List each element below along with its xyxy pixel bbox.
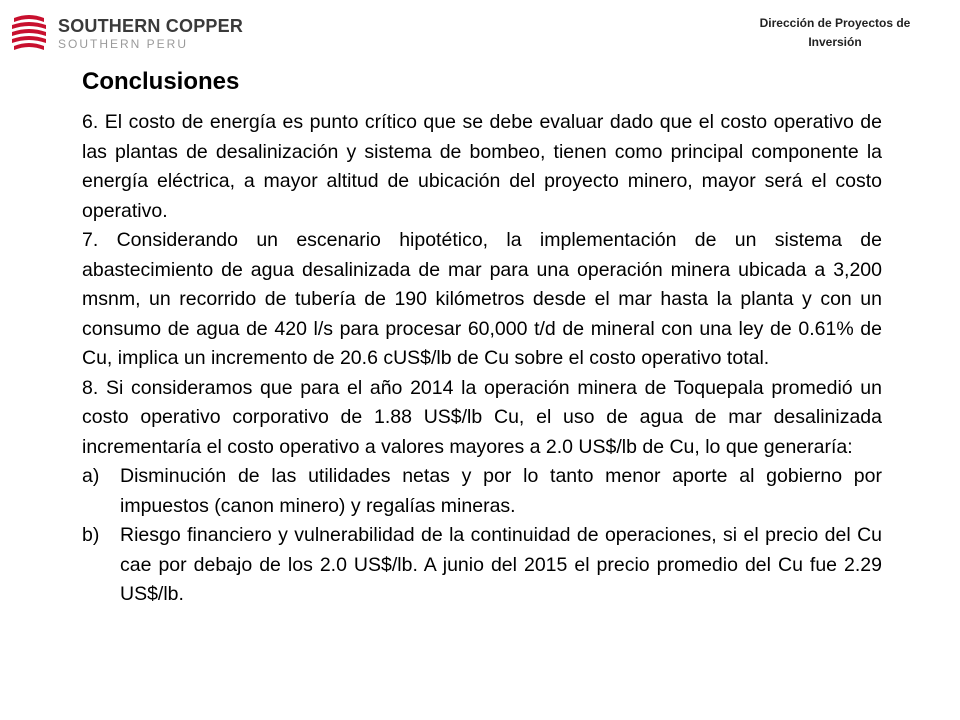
logo-company-subname: SOUTHERN PERU <box>58 37 189 51</box>
list-item-text: Disminución de las utilidades netas y por lo tanto menor aporte al gobierno por impuestos (canon minero) y regalías mineras. <box>120 465 882 517</box>
southern-copper-logo-icon <box>8 10 50 52</box>
list-item-text: Riesgo financiero y vulnerabilidad de la continuidad de operaciones, si el precio del Cu cae por debajo de los 2.0 US$/lb. A junio del 2015 el precio promedio del Cu fue 2.29 US$/lb. <box>120 524 882 605</box>
conclusion-7: 7. Considerando un escenario hipotético, la implementación de un sistema de abastecimiento de agua desalinizada de mar para una operación minera ubicada a 3,200 msnm, un recorrido de tubería de 190 kilómetros desde el mar hasta la planta y con un consumo de agua de 420 l/s para procesar 60,000 t/d de mineral con una ley de 0.61% de Cu, implica un incremento de 20.6 cUS$/lb de Cu sobre el costo operativo total. <box>82 229 882 369</box>
list-item-a <box>82 462 882 521</box>
list-item-b <box>82 521 882 610</box>
department-line-1: Dirección de Proyectos de <box>759 16 911 30</box>
list-marker: b) <box>82 524 100 546</box>
company-logo <box>8 10 248 52</box>
list-marker: a) <box>82 465 100 487</box>
conclusion-6: 6. El costo de energía es punto crítico que se debe evaluar dado que el costo operativo de las plantas de desalinización y sistema de bombeo, tienen como principal componente la energía eléctrica, a mayor altitud de ubicación del proyecto minero, mayor será el costo operativo. <box>82 111 882 222</box>
logo-company-name: SOUTHERN COPPER <box>58 16 244 36</box>
department-line-2: Inversión <box>808 35 862 49</box>
conclusion-8: 8. Si consideramos que para el año 2014 la operación minera de Toquepala promedió un costo operativo corporativo de 1.88 US$/lb Cu, el uso de agua de mar desalinizada incrementaría el costo operativo a valores mayores a 2.0 US$/lb de Cu, lo que generaría: <box>82 376 882 458</box>
page-title: Conclusiones <box>82 68 240 95</box>
department-heading <box>750 14 920 52</box>
conclusions-body <box>82 108 882 610</box>
